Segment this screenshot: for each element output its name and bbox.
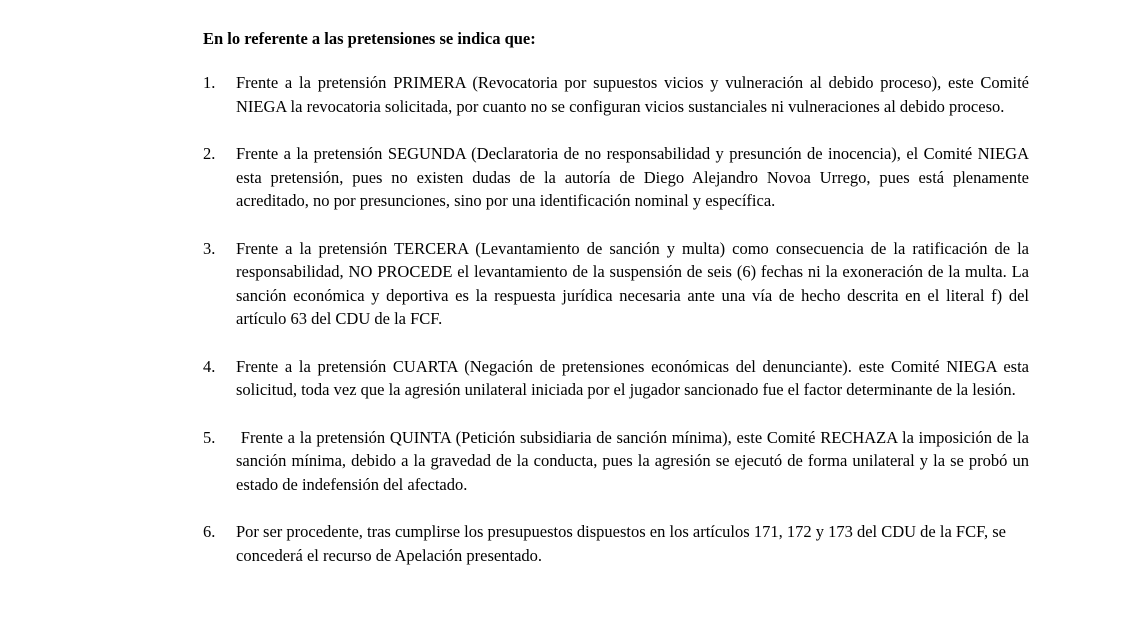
list-item-text: Frente a la pretensión CUARTA (Negación de pretensiones económicas del denunciante). este Comité NIEGA esta solicitud, toda vez que la agresión unilateral iniciada por el jugador sancionado fue el factor determinante de la lesión. <box>236 356 1029 399</box>
list-item-number: 5. <box>203 427 216 447</box>
list-item <box>203 520 1029 567</box>
list-item-text: Frente a la pretensión TERCERA (Levantamiento de sanción y multa) como consecuencia de la ratificación de la responsabilidad, NO PROCEDE el levantamiento de la suspensión de seis (6) fechas ni la exoneración de la multa. La sanción económica y deportiva es la respuesta jurídica necesaria ante una vía de hecho descrita en el literal f) del artículo 63 del CDU de la FCF. <box>236 238 1029 328</box>
list-item-number: 3. <box>203 238 216 258</box>
list-item-text: Frente a la pretensión QUINTA (Petición subsidiaria de sanción mínima), este Comité RECHAZA la imposición de la sanción mínima, debido a la gravedad de la conducta, pues la agresión se ejecutó de forma unilateral y la se probó un estado de indefensión del afectado. <box>236 427 1034 494</box>
list-item-text: Por ser procedente, tras cumplirse los presupuestos dispuestos en los artículos 171, 172 y 173 del CDU de la FCF, se concederá el recurso de Apelación presentado. <box>236 522 1006 565</box>
list-item-text: Frente a la pretensión SEGUNDA (Declaratoria de no responsabilidad y presunción de inocencia), el Comité NIEGA esta pretensión, pues no existen dudas de la autoría de Diego Alejandro Novoa Urrego, pues está plenamente acreditado, no por presunciones, sino por una identificación nominal y específica. <box>236 144 1029 210</box>
list-item-number: 1. <box>203 73 216 92</box>
list-item <box>203 426 1034 497</box>
list-item-number: 2. <box>203 144 216 163</box>
list-item <box>203 355 1029 402</box>
document-page <box>203 27 1034 567</box>
list-item <box>203 71 1029 118</box>
list-item <box>203 142 1029 213</box>
list-item-number: 4. <box>203 356 216 376</box>
list-item-text: Frente a la pretensión PRIMERA (Revocatoria por supuestos vicios y vulneración al debido proceso), este Comité NIEGA la revocatoria solicitada, por cuanto no se configuran vicios sustanciales ni vulneraciones al debido proceso. <box>236 73 1029 116</box>
list-item <box>203 237 1029 331</box>
section-heading: En lo referente a las pretensiones se indica que: <box>203 29 536 48</box>
resolution-list <box>203 71 1034 567</box>
list-item-number: 6. <box>203 522 216 541</box>
